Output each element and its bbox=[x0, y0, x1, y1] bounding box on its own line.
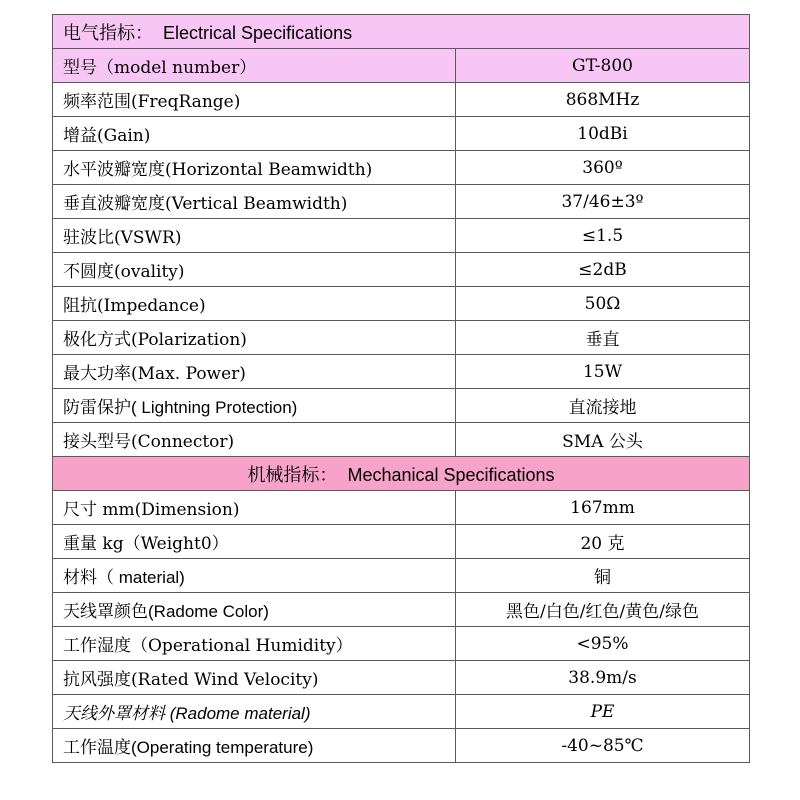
table-row bbox=[53, 729, 750, 763]
table-row bbox=[53, 321, 750, 355]
spec-value: 铜 bbox=[456, 559, 750, 593]
mechanical-title-cn: 机械指标： bbox=[247, 464, 338, 485]
spec-label: 接头型号(Connector) bbox=[53, 423, 456, 457]
electrical-section-header bbox=[53, 15, 750, 49]
spec-label: 天线外罩材料 (Radome material) bbox=[53, 695, 456, 729]
spec-label: 材料（ material) bbox=[53, 559, 456, 593]
spec-label: 天线罩颜色(Radome Color) bbox=[53, 593, 456, 627]
table-row bbox=[53, 661, 750, 695]
spec-label: 频率范围(FreqRange) bbox=[53, 83, 456, 117]
spec-label: 最大功率(Max. Power) bbox=[53, 355, 456, 389]
spec-label: 驻波比(VSWR) bbox=[53, 219, 456, 253]
spec-value: <95% bbox=[456, 627, 750, 661]
table-row bbox=[53, 253, 750, 287]
table-row bbox=[53, 389, 750, 423]
spec-value: PE bbox=[456, 695, 750, 729]
table-row bbox=[53, 117, 750, 151]
spec-label: 尺寸 mm(Dimension) bbox=[53, 491, 456, 525]
mechanical-section-title bbox=[53, 457, 750, 491]
spec-value: 黑色/白色/红色/黄色/绿色 bbox=[456, 593, 750, 627]
spec-value: ≤1.5 bbox=[456, 219, 750, 253]
table-row bbox=[53, 49, 750, 83]
spec-label: 工作温度(Operating temperature) bbox=[53, 729, 456, 763]
table-row bbox=[53, 491, 750, 525]
spec-label: 水平波瓣宽度(Horizontal Beamwidth) bbox=[53, 151, 456, 185]
spec-value: 15W bbox=[456, 355, 750, 389]
table-row bbox=[53, 593, 750, 627]
table-row bbox=[53, 287, 750, 321]
spec-label: 型号（model number） bbox=[53, 49, 456, 83]
spec-label: 阻抗(Impedance) bbox=[53, 287, 456, 321]
table-row bbox=[53, 695, 750, 729]
table-row bbox=[53, 355, 750, 389]
spec-label: 工作湿度（Operational Humidity） bbox=[53, 627, 456, 661]
table-row bbox=[53, 559, 750, 593]
spec-value: GT-800 bbox=[456, 49, 750, 83]
spec-value: 10dBi bbox=[456, 117, 750, 151]
table-row bbox=[53, 185, 750, 219]
spec-value: 50Ω bbox=[456, 287, 750, 321]
spec-value: 20 克 bbox=[456, 525, 750, 559]
spec-label: 不圆度(ovality) bbox=[53, 253, 456, 287]
spec-value: 直流接地 bbox=[456, 389, 750, 423]
spec-value: 167mm bbox=[456, 491, 750, 525]
electrical-title-en: Electrical Specifications bbox=[163, 22, 353, 43]
electrical-title-cn: 电气指标： bbox=[63, 22, 153, 43]
table-row bbox=[53, 525, 750, 559]
spec-value: 868MHz bbox=[456, 83, 750, 117]
mechanical-section-header bbox=[53, 457, 750, 491]
electrical-section-title bbox=[53, 15, 750, 49]
spec-label: 抗风强度(Rated Wind Velocity) bbox=[53, 661, 456, 695]
spec-label: 垂直波瓣宽度(Vertical Beamwidth) bbox=[53, 185, 456, 219]
specifications-table bbox=[52, 14, 750, 763]
spec-label: 防雷保护( Lightning Protection) bbox=[53, 389, 456, 423]
mechanical-title-en: Mechanical Specifications bbox=[347, 464, 555, 485]
spec-value: 360º bbox=[456, 151, 750, 185]
spec-value: -40~85℃ bbox=[456, 729, 750, 763]
spec-label: 重量 kg（Weight0） bbox=[53, 525, 456, 559]
spec-value: SMA 公头 bbox=[456, 423, 750, 457]
spec-label: 增益(Gain) bbox=[53, 117, 456, 151]
table-row bbox=[53, 151, 750, 185]
spec-value: ≤2dB bbox=[456, 253, 750, 287]
table-row bbox=[53, 627, 750, 661]
table-row bbox=[53, 219, 750, 253]
spec-value: 37/46±3º bbox=[456, 185, 750, 219]
spec-value: 38.9m/s bbox=[456, 661, 750, 695]
table-row bbox=[53, 423, 750, 457]
spec-value: 垂直 bbox=[456, 321, 750, 355]
table-row bbox=[53, 83, 750, 117]
spec-label: 极化方式(Polarization) bbox=[53, 321, 456, 355]
